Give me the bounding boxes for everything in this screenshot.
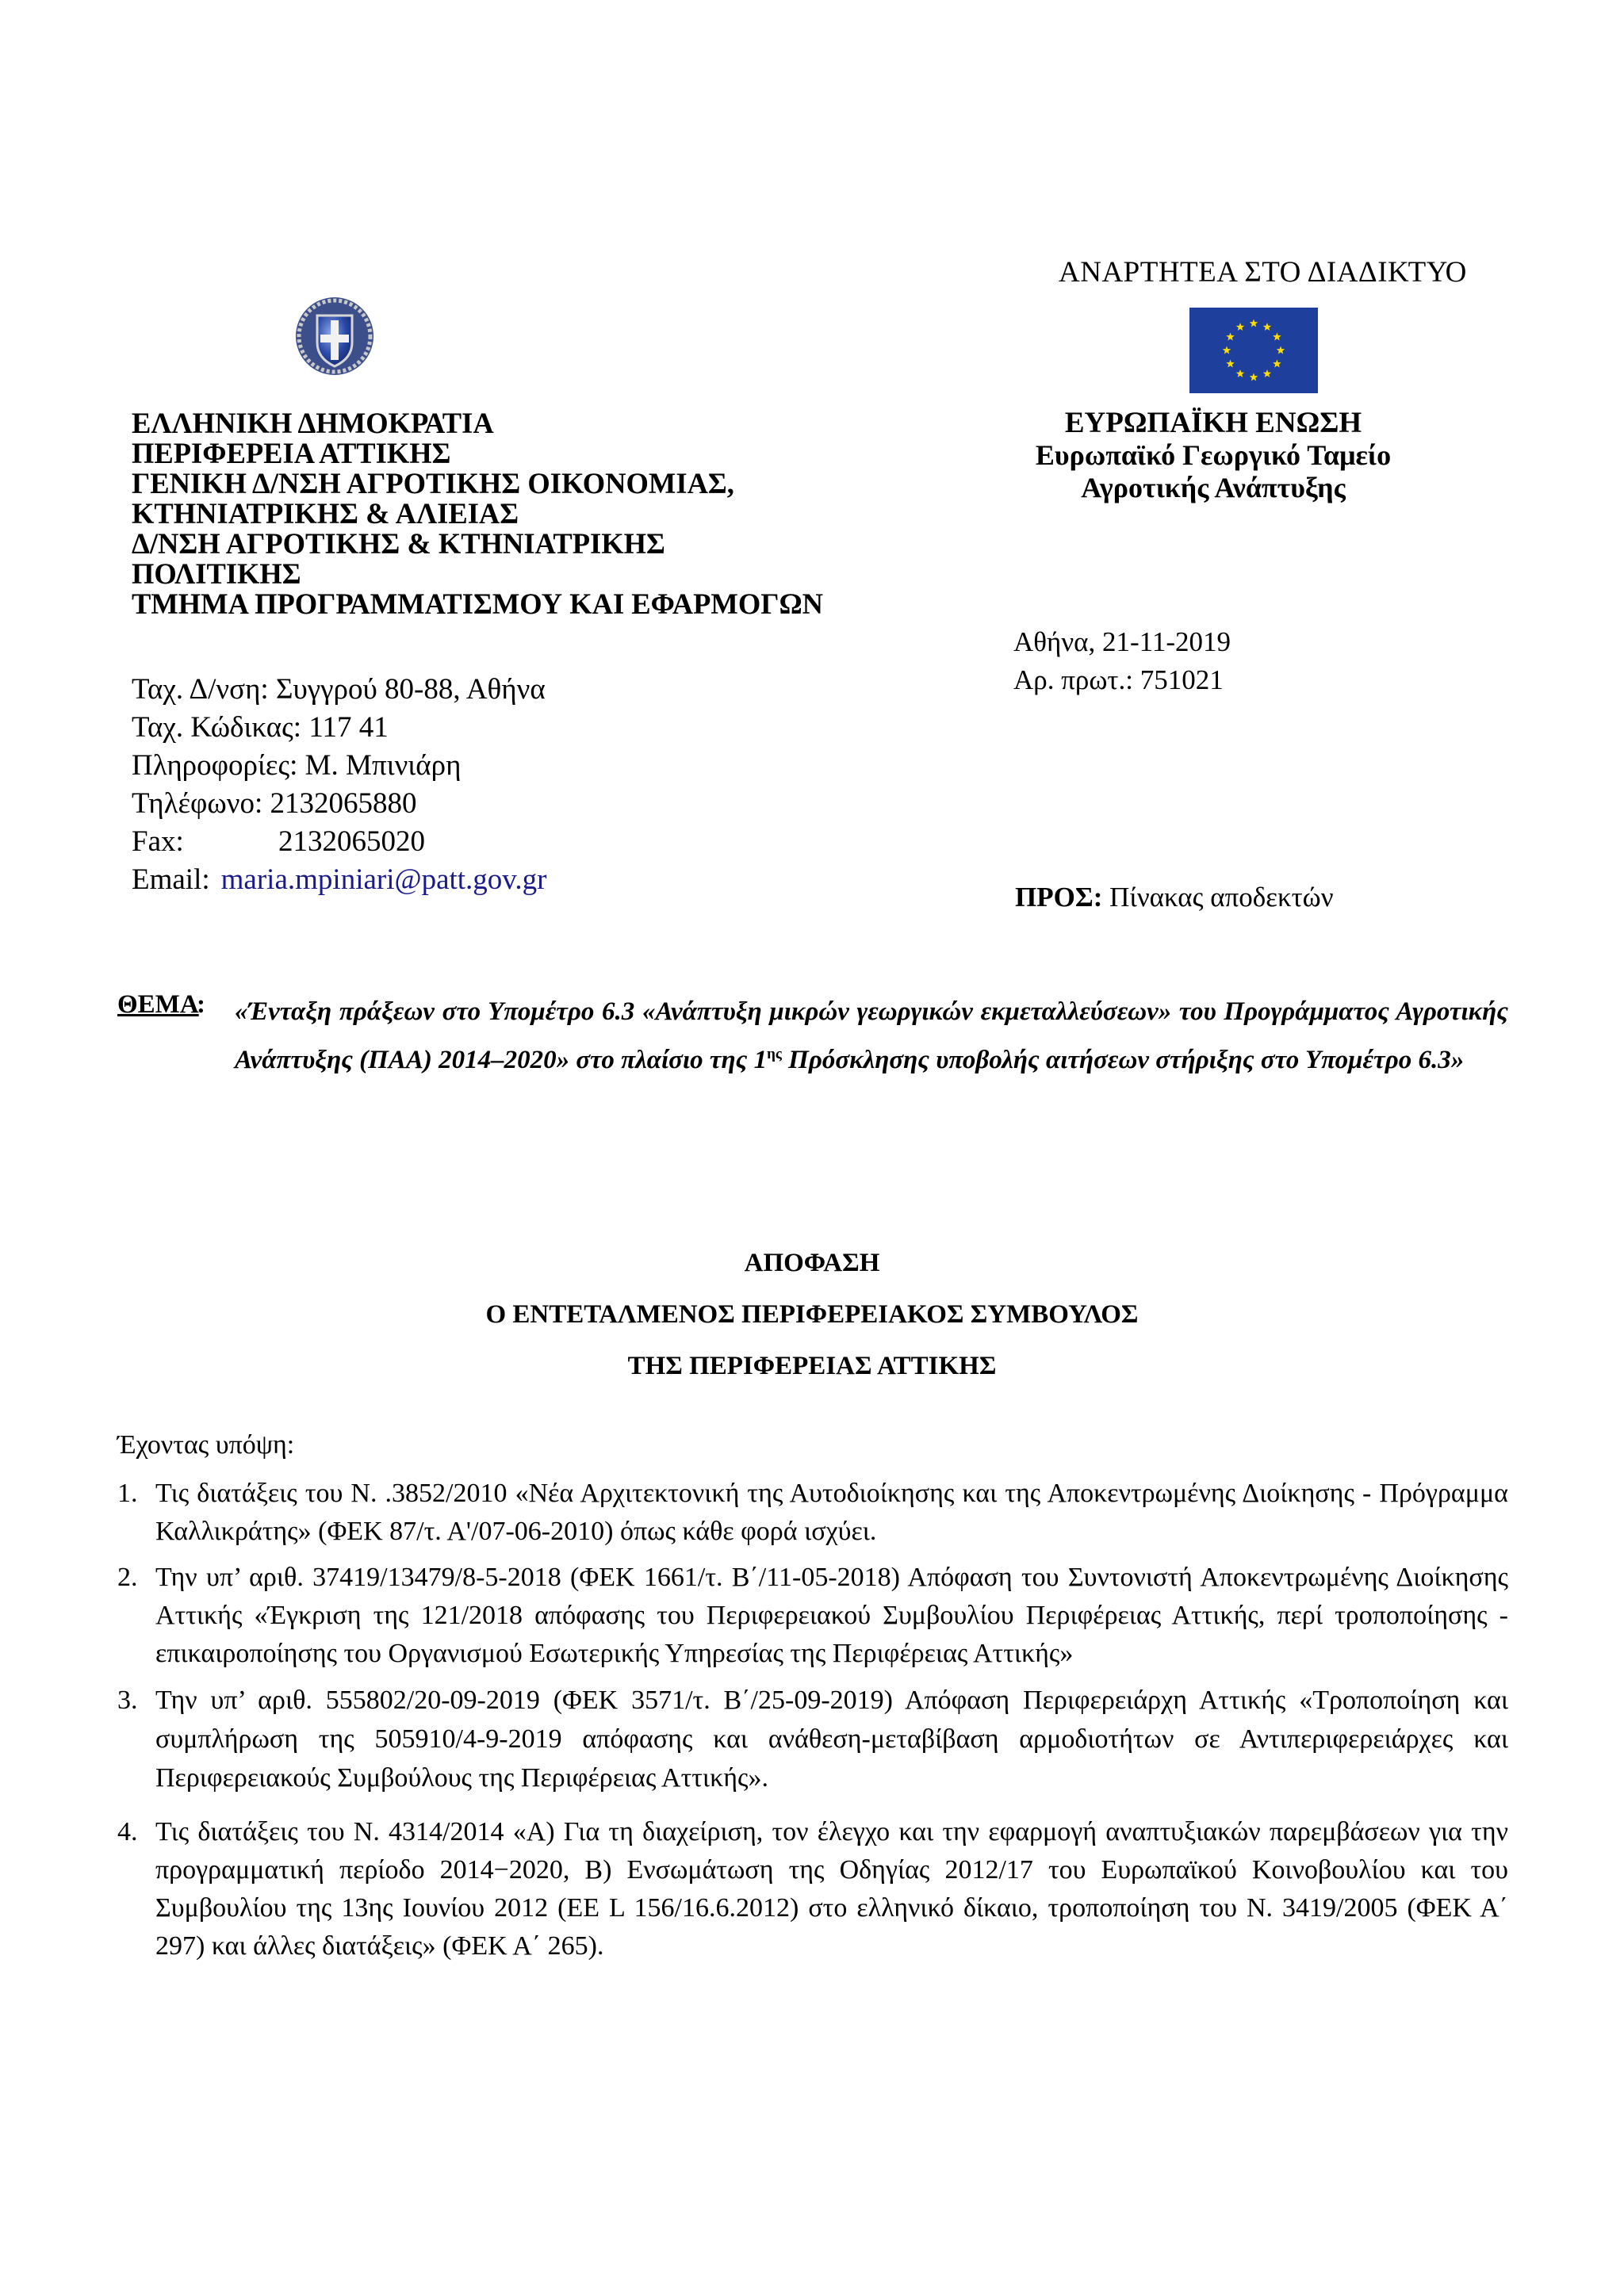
issuer-line: ΠΟΛΙΤΙΚΗΣ xyxy=(132,557,301,590)
decision-region: ΤΗΣ ΠΕΡΙΦΕΡΕΙΑΣ ΑΤΤΙΚΗΣ xyxy=(627,1352,997,1380)
subject-text-part: «Ένταξη πράξεων στο Υπομέτρο 6.3 «Ανάπτυξη μικρών γεωργικών εκμεταλλεύσεων» του Προγράμματος Αγροτικής Ανάπτυξης (ΠΑΑ) 2014–2020» στο πλαίσιο της 1 xyxy=(235,997,1508,1074)
subject-text xyxy=(235,990,1508,1081)
subject-superscript: ης xyxy=(767,1046,782,1062)
recipient-line xyxy=(1015,882,1334,913)
publish-note: ΑΝΑΡΤΗΤΕΑ ΣΤΟ ΔΙΑΔΙΚΤΥΟ xyxy=(1059,256,1467,289)
subject-colon: : xyxy=(197,990,205,1019)
issuer-line: Δ/ΝΣΗ ΑΓΡΟΤΙΚΗΣ & ΚΤΗΝΙΑΤΡΙΚΗΣ xyxy=(132,527,665,560)
protocol-number: Αρ. πρωτ.: 751021 xyxy=(1013,664,1224,695)
subject-text-part: Πρόσκλησης υποβολής αιτήσεων στήριξης στο Υπομέτρο 6.3» xyxy=(781,1046,1465,1074)
recipient-value: Πίνακας αποδεκτών xyxy=(1102,882,1334,913)
contact-email xyxy=(132,861,546,899)
consideration-text: Τις διατάξεις του Ν. .3852/2010 «Νέα Αρχιτεκτονική της Αυτοδιοίκησης και της Αποκεντρωμένης Διοίκησης - Πρόγραμμα Καλλικράτης» (ΦΕΚ 87/τ. Α'/07-06-2010) όπως κάθε φορά ισχύει. xyxy=(155,1479,1508,1546)
date-protocol-block xyxy=(1013,623,1231,699)
recipient-label: ΠΡΟΣ: xyxy=(1015,882,1103,913)
document-date: Αθήνα, 21-11-2019 xyxy=(1013,626,1231,657)
contact-address: Ταχ. Δ/νση: Συγγρού 80-88, Αθήνα xyxy=(132,673,546,706)
eu-title: ΕΥΡΩΠΑΪΚΗ ΕΝΩΣΗ xyxy=(1064,407,1362,439)
fax-value: 2132065020 xyxy=(278,825,425,858)
issuer-line: ΓΕΝΙΚΗ Δ/ΝΣΗ ΑΓΡΟΤΙΚΗΣ ΟΙΚΟΝΟΜΙΑΣ, xyxy=(132,467,734,499)
issuer-line: ΠΕΡΙΦΕΡΕΙΑ ΑΤΤΙΚΗΣ xyxy=(132,437,451,469)
decision-heading: ΑΠΟΦΑΣΗ xyxy=(744,1249,880,1277)
consideration-item xyxy=(117,1813,1508,1965)
decision-authority: Ο ΕΝΤΕΤΑΛΜΕΝΟΣ ΠΕΡΙΦΕΡΕΙΑΚΟΣ ΣΥΜΒΟΥΛΟΣ xyxy=(485,1300,1139,1329)
contact-info: Πληροφορίες: Μ. Μπινιάρη xyxy=(132,749,462,782)
eu-fund-line: Ευρωπαϊκό Γεωργικό Ταμείο xyxy=(1035,439,1392,471)
consideration-number: 2. xyxy=(117,1563,138,1592)
eu-flag-icon xyxy=(1189,308,1318,393)
contact-phone: Τηλέφωνο: 2132065880 xyxy=(132,787,417,820)
issuer-block xyxy=(132,408,823,619)
consideration-text: Την υπ’ αριθ. 555802/20-09-2019 (ΦΕΚ 3571/τ. Β΄/25-09-2019) Απόφαση Περιφερειάρχη Αττικής «Τροποποίηση και συμπλήρωση της 505910/4-9-2019 απόφασης και ανάθεση-μεταβίβαση αρμοδιοτήτων σε Αντιπεριφερειάρχες και Περιφερειακούς Συμβούλους της Περιφέρειας Αττικής». xyxy=(155,1686,1508,1793)
consideration-number: 3. xyxy=(117,1686,138,1715)
subject-label: ΘΕΜΑ xyxy=(117,990,199,1019)
greek-emblem-icon xyxy=(293,295,376,377)
contact-block xyxy=(132,671,546,899)
email-link[interactable]: maria.mpiniari@patt.gov.gr xyxy=(220,863,547,896)
consideration-item xyxy=(117,1681,1508,1797)
contact-fax xyxy=(132,823,546,861)
contact-postal-code: Ταχ. Κώδικας: 117 41 xyxy=(132,711,389,744)
consideration-number: 4. xyxy=(117,1817,138,1846)
eu-fund-line: Αγροτικής Ανάπτυξης xyxy=(1081,472,1346,503)
eu-fund-block xyxy=(1023,407,1404,504)
considerations-intro: Έχοντας υπόψη: xyxy=(117,1430,295,1460)
consideration-item xyxy=(117,1475,1508,1551)
fax-label: Fax: xyxy=(132,825,184,858)
email-label: Email: xyxy=(132,863,210,896)
consideration-number: 1. xyxy=(117,1479,138,1508)
considerations-list xyxy=(117,1475,1508,1965)
consideration-text: Την υπ’ αριθ. 37419/13479/8-5-2018 (ΦΕΚ 1661/τ. Β΄/11-05-2018) Απόφαση του Συντονιστή Αποκεντρωμένης Διοίκησης Αττικής «Έγκριση της 121/2018 απόφασης του Περιφερειακού Συμβουλίου Περιφέρειας Αττικής, περί τροποποίησης - επικαιροποίησης του Οργανισμού Εσωτερικής Υπηρεσίας της Περιφέρειας Αττικής» xyxy=(155,1563,1508,1668)
consideration-item xyxy=(117,1559,1508,1673)
consideration-text: Τις διατάξεις του Ν. 4314/2014 «Α) Για τη διαχείριση, τον έλεγχο και την εφαρμογή αναπτυξιακών παρεμβάσεων για την προγραμματική περίοδο 2014−2020, Β) Ενσωμάτωση της Οδηγίας 2012/17 του Ευρωπαϊκού Κοινοβουλίου και του Συμβουλίου της 13ης Ιουνίου 2012 (ΕΕ L 156/16.6.2012) στο ελληνικό δίκαιο, τροποποίηση του Ν. 3419/2005 (ΦΕΚ Α΄ 297) και άλλες διατάξεις» (ΦΕΚ Α΄ 265). xyxy=(155,1817,1508,1961)
issuer-line: ΕΛΛΗΝΙΚΗ ΔΗΜΟΚΡΑΤΙΑ xyxy=(132,407,494,439)
issuer-line: ΚΤΗΝΙΑΤΡΙΚΗΣ & ΑΛΙΕΙΑΣ xyxy=(132,497,519,530)
issuer-line: ΤΜΗΜΑ ΠΡΟΓΡΑΜΜΑΤΙΣΜΟΥ ΚΑΙ ΕΦΑΡΜΟΓΩΝ xyxy=(132,587,824,620)
